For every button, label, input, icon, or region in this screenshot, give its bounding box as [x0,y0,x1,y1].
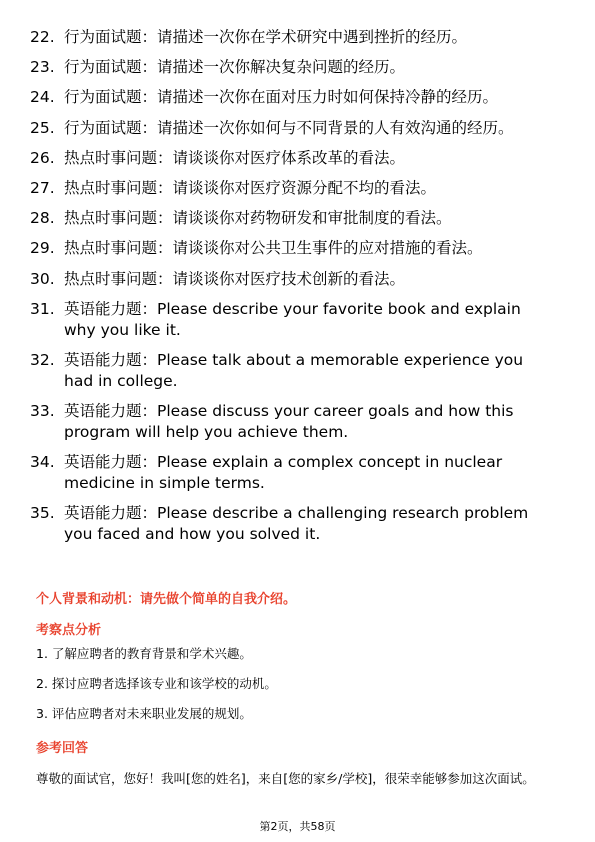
item-number: 27. [30,178,55,197]
list-item [30,87,550,108]
list-item: 1. 了解应聘者的教育背景和学术兴趣。 [36,646,252,661]
section-title: 个人背景和动机：请先做个简单的自我介绍。 [36,592,297,607]
list-item [30,57,550,78]
item-number: 33. [30,402,55,421]
item-text: 行为面试题：请描述一次你如何与不同背景的人有效沟通的经历。 [64,118,514,137]
item-number: 35. [30,504,55,523]
item-number: 32. [30,350,55,369]
item-text: 热点时事问题：请谈谈你对医疗体系改革的看法。 [64,148,406,167]
question-list [30,27,550,555]
list-item [30,27,550,48]
list-item [30,269,550,290]
item-text: 行为面试题：请描述一次你在学术研究中遇到挫折的经历。 [64,28,468,46]
list-item: 3. 评估应聘者对未来职业发展的规划。 [36,706,252,721]
item-text: 英语能力题：Please discuss your career goals and how this program will help you achieve them. [64,402,514,442]
analysis-list [36,646,277,736]
item-text: 英语能力题：Please describe your favorite book and explain why you like it. [64,299,521,339]
reference-answer: 尊敬的面试官，您好！我叫[您的姓名]，来自[您的家乡/学校]，很荣幸能够参加这次面试。 [36,771,535,786]
item-text: 热点时事问题：请谈谈你对医疗技术创新的看法。 [64,269,406,288]
list-item [30,503,550,545]
item-text: 行为面试题：请描述一次你在面对压力时如何保持冷静的经历。 [64,88,499,107]
item-number: 30. [30,269,55,288]
reference-heading: 参考回答 [36,741,89,756]
item-text: 英语能力题：Please talk about a memorable experience you had in college. [64,350,524,390]
list-item [30,350,550,392]
list-item [30,208,550,229]
item-text: 热点时事问题：请谈谈你对公共卫生事件的应对措施的看法。 [64,239,483,258]
page-footer: 第2页，共58页 [259,820,336,833]
item-text: 英语能力题：Please describe a challenging research problem you faced and how you solved it. [64,504,529,544]
list-item [30,148,550,169]
item-number: 29. [30,239,55,258]
list-item [30,118,550,139]
list-item [30,238,550,259]
item-number: 25. [30,118,55,137]
list-item [30,401,550,443]
item-text: 热点时事问题：请谈谈你对医疗资源分配不均的看法。 [64,178,437,197]
item-number: 26. [30,148,55,167]
item-number: 23. [30,58,55,77]
item-number: 24. [30,88,55,107]
item-number: 28. [30,209,55,228]
item-text: 热点时事问题：请谈谈你对药物研发和审批制度的看法。 [64,209,452,228]
list-item: 2. 探讨应聘者选择该专业和该学校的动机。 [36,676,277,691]
item-text: 行为面试题：请描述一次你解决复杂问题的经历。 [64,58,406,77]
item-text: 英语能力题：Please explain a complex concept in nuclear medicine in simple terms. [64,453,503,493]
list-item [30,178,550,199]
list-item [30,452,550,494]
item-number: 31. [30,299,55,318]
item-number: 34. [30,453,55,472]
list-item [30,299,550,341]
analysis-heading: 考察点分析 [36,623,102,638]
item-number: 22. [30,28,55,46]
